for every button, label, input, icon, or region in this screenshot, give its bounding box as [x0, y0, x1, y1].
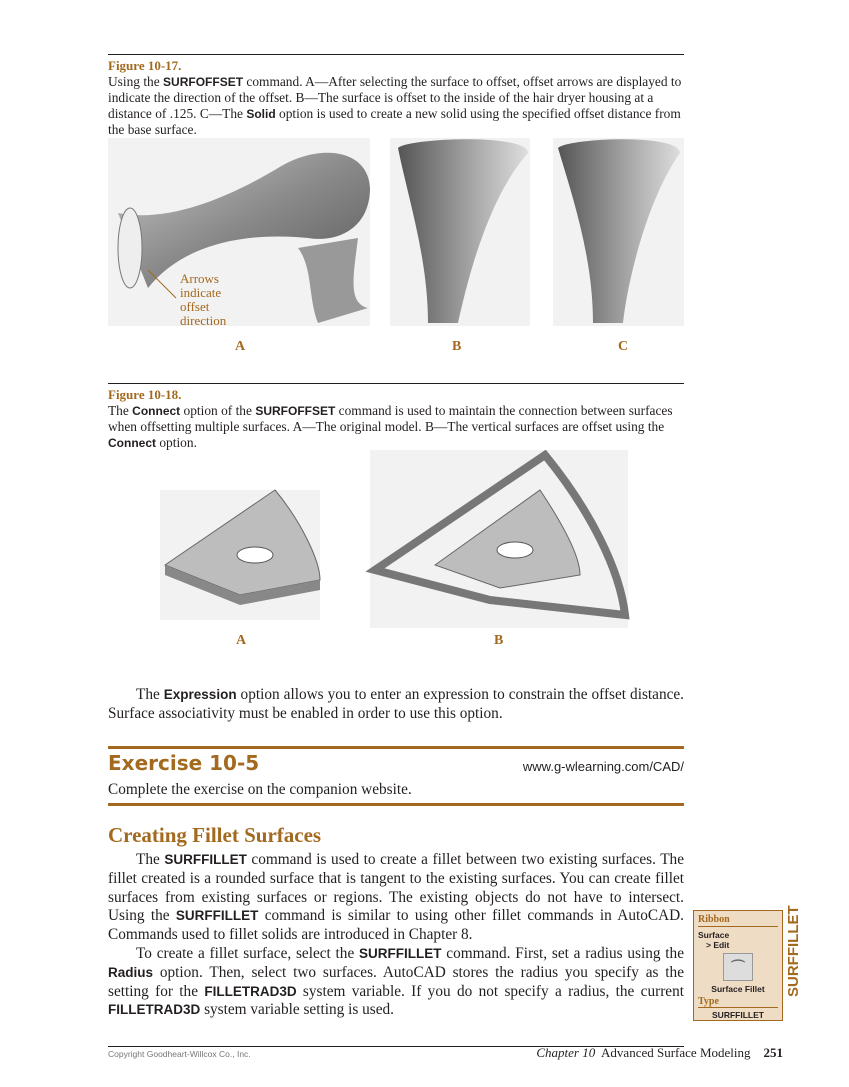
text: option allows you to enter an expression to constrain the offset distance. Surface associativity must be enabled in order to use this option. [108, 686, 684, 722]
command: SURFFILLET [175, 908, 259, 924]
caption-text: option. [156, 434, 197, 450]
expression-paragraph [108, 686, 684, 724]
text: system variable setting is used. [200, 1001, 394, 1019]
caption-text: The [108, 402, 133, 418]
divider [108, 54, 684, 55]
command: SURFOFFSET [255, 403, 336, 418]
divider [108, 746, 684, 749]
text: The [136, 686, 164, 703]
chapter: Chapter 10 [536, 1045, 596, 1060]
callout-line: Arrows [180, 271, 219, 286]
running-footer [536, 1045, 783, 1061]
label-b: B [452, 339, 462, 354]
text: The [136, 851, 165, 868]
chapter-title: Advanced Surface Modeling [601, 1045, 751, 1060]
exercise-text: Complete the exercise on the companion website. [108, 781, 412, 798]
command: FILLETRAD3D [108, 1002, 201, 1018]
figure-label: Figure 10-17. [108, 58, 182, 73]
command: Connect [132, 403, 181, 418]
command: SURFOFFSET [163, 74, 244, 89]
figure-10-17-caption [108, 58, 684, 138]
caption-text: option of the [180, 402, 256, 418]
type-command: SURFFILLET [712, 1010, 764, 1020]
callout-line: indicate [180, 285, 222, 300]
caption-text: command. A—After selecting the surface to offset, offset arrows are displayed to indicate the direction of the offset. B—The surface is offset to the inside of the hair dryer housing at a distance of .125. C—The [108, 73, 682, 121]
ribbon-path: Surface [698, 930, 730, 940]
exercise-title: Exercise 10-5 [108, 751, 260, 775]
command-sidebar [693, 910, 783, 1021]
caption-text: option is used to create a new solid using the specified offset distance from the base surface. [108, 105, 681, 137]
figure-10-18-caption [108, 387, 684, 451]
command: SURFFILLET [164, 852, 247, 867]
page-number: 251 [763, 1045, 783, 1060]
ribbon-label: Ribbon [698, 914, 778, 927]
text: command is similar to using other fillet commands in AutoCAD. Commands used to fillet solids are introduced in Chapter 8. [108, 907, 685, 944]
command: Expression [163, 687, 237, 702]
command: FILLETRAD3D [204, 983, 297, 999]
section-heading: Creating Fillet Surfaces [108, 823, 322, 847]
callout-line: direction [180, 313, 227, 328]
callout-line: offset [180, 299, 210, 314]
command: Solid [246, 106, 276, 121]
text: command is used to create a fillet between two existing surfaces. The fillet created is a rounded surface that is tangent to the existing surfaces. You can create fillet surfaces from existing surfaces or regions. The existing objects do not have to intersect. Using the [108, 851, 684, 925]
ribbon-panel: > Edit [706, 940, 730, 950]
figure-label: Figure 10-18. [108, 387, 182, 402]
section-body [108, 851, 684, 1020]
text: option. Then, select two surfaces. AutoCAD stores the radius you specify as the setting for the [108, 963, 684, 1000]
label-b: B [494, 633, 504, 648]
text: system variable. If you do not specify a radius, the current [296, 982, 684, 1000]
button-label: Surface Fillet [711, 984, 765, 994]
divider [108, 803, 684, 806]
vertical-command-tab: SURFFILLET [785, 905, 802, 997]
divider [108, 383, 684, 384]
exercise-url[interactable]: www.g-wlearning.com/CAD/ [522, 759, 684, 774]
caption-text: Using the [108, 73, 164, 89]
label-a: A [235, 339, 246, 354]
caption-text: command is used to maintain the connection between surfaces when offsetting multiple surfaces. A—The original model. B—The vertical surfaces are offset using the [108, 402, 673, 434]
type-label: Type [698, 996, 778, 1008]
copyright: Copyright Goodheart-Willcox Co., Inc. [108, 1049, 251, 1059]
command: Radius [108, 964, 154, 980]
label-c: C [618, 339, 629, 354]
text: command. First, set a radius using the [441, 944, 684, 962]
command: SURFFILLET [359, 945, 442, 961]
command: Connect [108, 435, 156, 450]
figure-10-18-image [160, 450, 630, 630]
text: To create a fillet surface, select the [136, 944, 360, 962]
label-a: A [236, 633, 247, 648]
arrows-callout [180, 272, 226, 328]
surface-fillet-icon[interactable]: ⌒ [723, 953, 753, 981]
